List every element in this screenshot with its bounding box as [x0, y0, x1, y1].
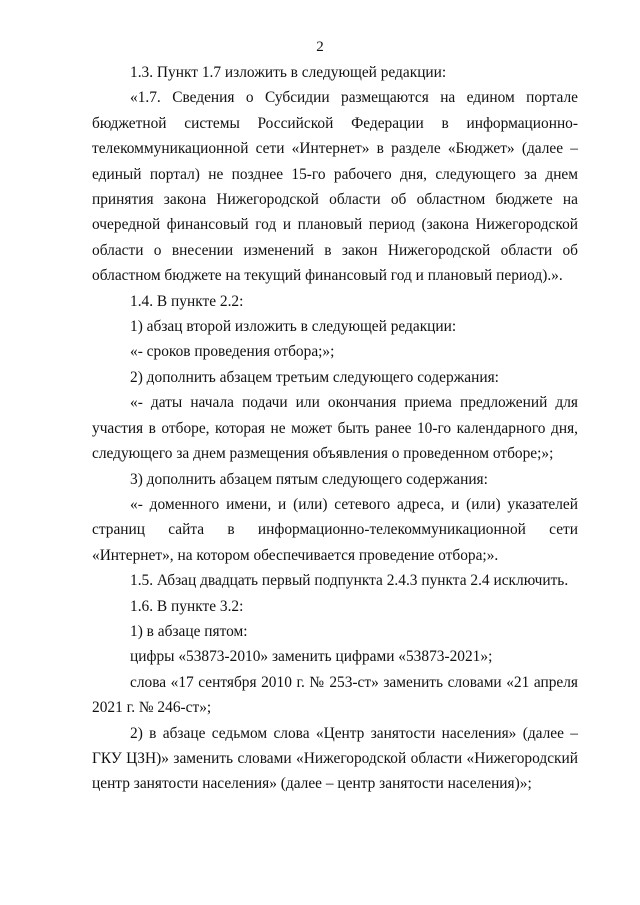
paragraph-1-4-item-3-quote: «- доменного имени, и (или) сетевого адреса, и (или) указателей страниц сайта в информационно-телекоммуникационной сети «Интернет», на котором обеспечивается проведение отбора;». — [92, 495, 578, 564]
paragraph-1-4-item-3: 3) дополнить абзацем пятым следующего содержания: — [130, 470, 488, 488]
page-number: 2 — [316, 39, 324, 55]
paragraph-1-4-item-2-quote: «- даты начала подачи или окончания приема предложений для участия в отборе, которая не может быть ранее 10-го календарного дня, следующего за днем размещения объявления о проведенном отборе;»; — [92, 394, 578, 463]
document-body — [92, 60, 578, 797]
paragraph-1-4-item-1: 1) абзац второй изложить в следующей редакции: — [130, 318, 457, 336]
paragraph-1-6-item-1-words: слова «17 сентября 2010 г. № 253-ст» заменить словами «21 апреля 2021 г. № 246-ст»; — [92, 673, 578, 717]
paragraph-1-4-item-2: 2) дополнить абзацем третьим следующего содержания: — [130, 368, 499, 386]
paragraph-1-5: 1.5. Абзац двадцать первый подпункта 2.4.3 пункта 2.4 исключить. — [130, 572, 569, 590]
paragraph-1-6: 1.6. В пункте 3.2: — [130, 597, 244, 615]
paragraph-1-6-item-1-digits: цифры «53873-2010» заменить цифрами «53873-2021»; — [130, 648, 493, 666]
paragraph-1-6-item-2: 2) в абзаце седьмом слова «Центр занятости населения» (далее – ГКУ ЦЗН)» заменить словами «Нижегородской области «Нижегородский центр занятости населения» (далее – центр занятости населения)»; — [92, 724, 578, 793]
paragraph-1-6-item-1: 1) в абзаце пятом: — [130, 622, 248, 640]
paragraph-1-7-quote: «1.7. Сведения о Субсидии размещаются на едином портале бюджетной системы Российской Федерации в информационно-телекоммуникационной сети «Интернет» в разделе «Бюджет» (далее – единый портал) не позднее 15-го рабочего дня, следующего за днем принятия закона Нижегородской области об областном бюджете на очередной финансовый год и плановый период (закона Нижегородской области о внесении изменений в закон Нижегородской области об областном бюджете на текущий финансовый год и плановый период).». — [92, 89, 578, 285]
paragraph-1-4: 1.4. В пункте 2.2: — [130, 292, 244, 310]
paragraph-1-4-item-1-quote: «- сроков проведения отбора;»; — [130, 343, 335, 361]
paragraph-1-3: 1.3. Пункт 1.7 изложить в следующей редакции: — [130, 64, 447, 81]
